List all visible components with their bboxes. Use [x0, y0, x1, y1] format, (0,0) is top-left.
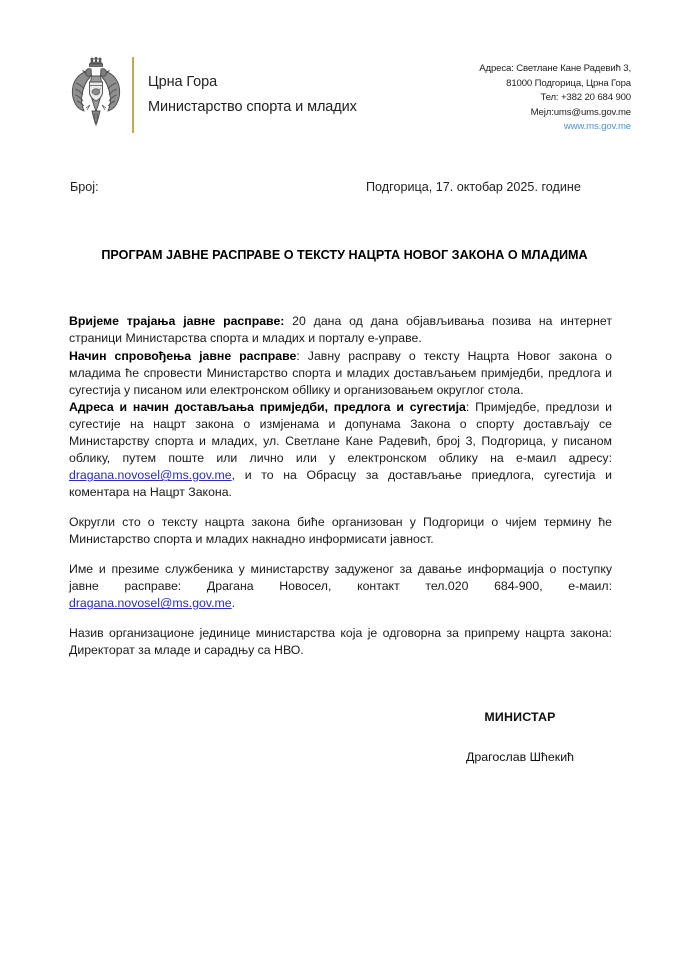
paragraph-method-lead: Начин спровођења јавне расправе	[69, 348, 297, 363]
letterhead	[0, 55, 679, 147]
paragraph-contact-person	[69, 561, 612, 612]
contact-email: Мејл:ums@ums.gov.me	[530, 106, 631, 118]
contact-address-line1: Адреса: Светлане Кане Радевић 3,	[479, 63, 631, 74]
paragraph-roundtable: Округли сто о тексту нацрта закона биће организован у Подгорици о чијем термину ће Министарство спорта и младих накнадно информисати јавност.	[69, 515, 612, 547]
contact-website-link[interactable]: www.ms.gov.me	[563, 121, 631, 133]
signature-block	[420, 710, 620, 764]
paragraph-organizational-unit: Назив организационе јединице министарства која је одговорна за припрему нацрта закона: Директорат за младе и сарадњу са НВО.	[69, 626, 612, 658]
contact-phone: Тел: +382 20 684 900	[540, 92, 631, 104]
paragraph-address	[69, 399, 612, 501]
montenegro-coat-of-arms-icon	[70, 55, 122, 133]
place-and-date: Подгорица, 17. октобар 2025. године	[366, 180, 581, 194]
paragraph-method	[69, 348, 612, 399]
paragraph-address-text-b: , и то на Обрасцу за достављање приедлога, сугестија и коментара на Нацрт Закона.	[69, 468, 612, 500]
paragraph-duration-text: 20 дана од дана објављивања позива на интернет страници Министарства спорта и младих и порталу е-управе.	[69, 314, 612, 346]
email-link-submissions[interactable]: dragana.novosel@ms.gov.me	[69, 468, 232, 483]
contact-block	[479, 62, 631, 135]
letterhead-identity	[70, 55, 357, 135]
contact-address-line2: 81000 Подгорица, Црна Гора	[506, 77, 631, 89]
document-meta-row	[70, 180, 631, 200]
signature-role: МИНИСТАР	[484, 710, 556, 724]
document-body	[69, 313, 612, 659]
paragraph-address-lead: Адреса и начин достављања примједби, предлога и сугестија	[69, 400, 466, 415]
letterhead-titles	[134, 55, 357, 135]
paragraph-duration	[69, 313, 612, 347]
paragraph-address-text-a: : Примједбе, предлози и сугестије на нацрт закона о измјенама и допунама Закона о спорту достављају се Министарству спорта и младих, ул. Светлане Кане Радевић, број 3, Подгорица, у писаном облику, путем поште или лично или у електронском облику на е-маил адресу:	[69, 400, 612, 466]
paragraph-contact-person-text-b: .	[231, 596, 236, 611]
ministry-name: Министарство спорта и младих	[148, 98, 357, 115]
document-number-label: Број:	[70, 180, 99, 194]
signature-name: Драгослав Шћекић	[465, 750, 575, 764]
paragraph-method-text: : Јавну расправу о тексту Нацрта Новог закона о младима ће спровести Министарство спорта и младих достављањем примједби, предлога и сугестија у писаном или електронском обllику и организовањем округлог стола.	[69, 348, 613, 397]
country-name: Црна Гора	[148, 74, 218, 91]
page-title: ПРОГРАМ ЈАВНЕ РАСПРАВЕ О ТЕКСТУ НАЦРТА НОВОГ ЗАКОНА О МЛАДИМА	[101, 248, 588, 262]
paragraph-contact-person-text-a: Име и презиме службеника у министарству задуженог за давање информација о поступку јавне расправе: Драгана Новосел, контакт тел.020 684-900, е-маил:	[69, 562, 612, 594]
paragraph-duration-lead: Вријеме трајања јавне расправе:	[69, 314, 285, 328]
email-link-contact-person[interactable]: dragana.novosel@ms.gov.me	[69, 596, 232, 611]
